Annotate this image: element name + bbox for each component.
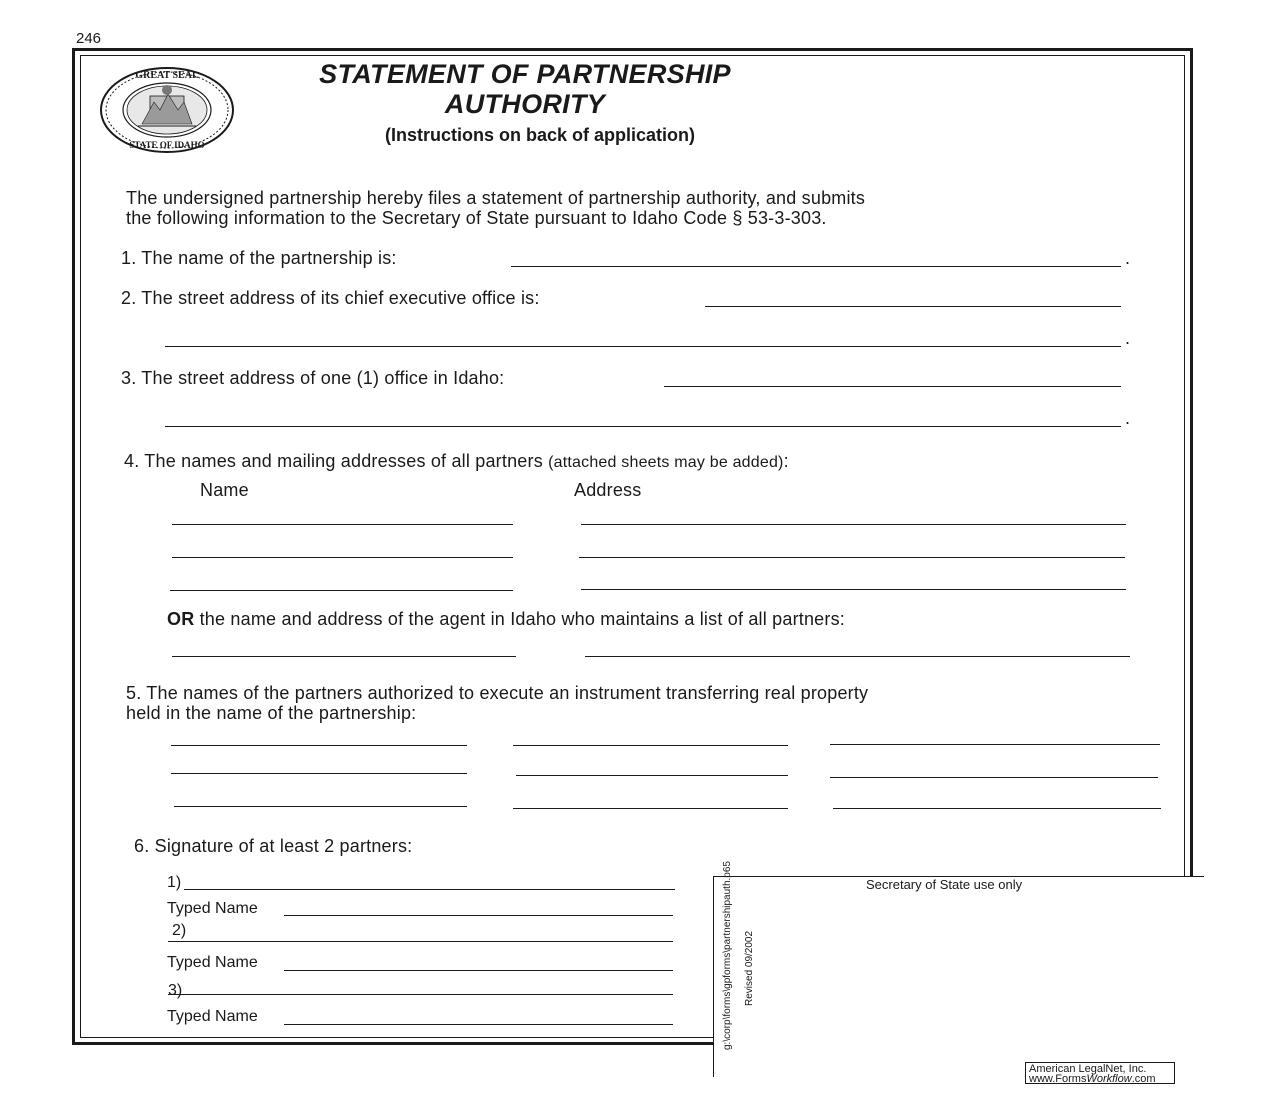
vertical-revised-date: Revised 09/2002 xyxy=(744,930,755,1006)
period: . xyxy=(1125,408,1131,428)
address-column-header: Address xyxy=(574,480,642,500)
period: . xyxy=(1125,248,1131,268)
partner-address-line-1[interactable] xyxy=(581,524,1126,525)
authorized-partner-line-4[interactable] xyxy=(171,773,467,774)
item5-line1: 5. The names of the partners authorized to execute an instrument transferring real property xyxy=(126,683,869,703)
footer-url-suffix: .com xyxy=(1131,1073,1156,1085)
item4-paren: (attached sheets may be added) xyxy=(548,454,784,471)
partner-name-line-2[interactable] xyxy=(172,557,513,558)
typed-name-2-line[interactable] xyxy=(284,970,673,971)
chief-office-address-line2[interactable] xyxy=(165,346,1121,347)
signature-2-label: 2) xyxy=(172,922,187,939)
typed-name-1-line[interactable] xyxy=(284,915,673,916)
agent-name-line[interactable] xyxy=(172,656,516,657)
name-column-header: Name xyxy=(200,480,249,500)
footer-publisher-box xyxy=(1025,1062,1175,1084)
signature-1-label: 1) xyxy=(167,874,182,891)
partnership-name-line[interactable] xyxy=(511,266,1121,267)
or-label: OR xyxy=(167,609,195,629)
partner-name-line-3[interactable] xyxy=(170,590,513,591)
typed-name-2-label: Typed Name xyxy=(167,954,258,971)
typed-name-3-label: Typed Name xyxy=(167,1008,258,1025)
agent-address-line[interactable] xyxy=(585,656,1130,657)
idaho-office-address-line1[interactable] xyxy=(664,386,1121,387)
signature-3-line[interactable] xyxy=(168,994,673,995)
sos-use-only-box xyxy=(713,876,1204,1077)
footer-url[interactable] xyxy=(1029,1074,1171,1084)
typed-name-1-label: Typed Name xyxy=(167,900,258,917)
agent-instruction: the name and address of the agent in Idaho who maintains a list of all partners: xyxy=(194,609,845,629)
form-title-line2: AUTHORITY xyxy=(444,89,606,119)
partner-address-line-3[interactable] xyxy=(581,589,1126,590)
form-title-line1: STATEMENT OF PARTNERSHIP xyxy=(319,59,731,89)
period: . xyxy=(1125,328,1131,348)
authorized-partner-line-2[interactable] xyxy=(513,745,788,746)
footer-url-italic: Workflow xyxy=(1086,1073,1132,1085)
idaho-office-address-line2[interactable] xyxy=(165,426,1121,427)
partner-address-line-2[interactable] xyxy=(579,557,1125,558)
form-subtitle: (Instructions on back of application) xyxy=(384,125,696,145)
svg-text:GREAT SEAL: GREAT SEAL xyxy=(135,70,199,81)
agent-option-text xyxy=(167,609,845,630)
authorized-partner-line-5[interactable] xyxy=(516,775,788,776)
signature-1-line[interactable] xyxy=(184,889,675,890)
authorized-partner-line-7[interactable] xyxy=(174,806,467,807)
footer-company: American LegalNet, Inc. xyxy=(1029,1063,1147,1075)
item4-label xyxy=(124,451,789,472)
page-number: 246 xyxy=(76,30,102,47)
item2-label: 2. The street address of its chief executive office is: xyxy=(121,288,540,308)
intro-line2: the following information to the Secretary of State pursuant to Idaho Code § 53-3-303. xyxy=(126,208,827,228)
authorized-partner-line-1[interactable] xyxy=(171,745,467,746)
vertical-file-path: g:\corp\forms\gpforms\partnershipauth.p65 xyxy=(722,861,733,1050)
typed-name-3-line[interactable] xyxy=(284,1024,673,1025)
svg-text:STATE OF IDAHO: STATE OF IDAHO xyxy=(129,140,205,150)
partner-name-line-1[interactable] xyxy=(172,524,513,525)
item6-label: 6. Signature of at least 2 partners: xyxy=(134,836,413,856)
authorized-partner-line-6[interactable] xyxy=(830,777,1158,778)
chief-office-address-line1[interactable] xyxy=(705,306,1121,307)
item1-label: 1. The name of the partnership is: xyxy=(121,248,397,268)
intro-line1: The undersigned partnership hereby files a statement of partnership authority, and submits xyxy=(126,188,866,208)
authorized-partner-line-3[interactable] xyxy=(830,744,1160,745)
item4-colon: : xyxy=(783,451,789,471)
footer-url-prefix: www.Forms xyxy=(1029,1073,1087,1085)
authorized-partner-line-9[interactable] xyxy=(833,808,1161,809)
item4-main: 4. The names and mailing addresses of all partners xyxy=(124,451,543,471)
signature-2-line[interactable] xyxy=(168,941,673,942)
item5-line2: held in the name of the partnership: xyxy=(126,703,417,723)
item3-label: 3. The street address of one (1) office in Idaho: xyxy=(121,368,505,388)
signature-3-label: 3) xyxy=(168,982,183,999)
authorized-partner-line-8[interactable] xyxy=(513,808,788,809)
sos-use-only-label: Secretary of State use only xyxy=(866,877,1023,892)
